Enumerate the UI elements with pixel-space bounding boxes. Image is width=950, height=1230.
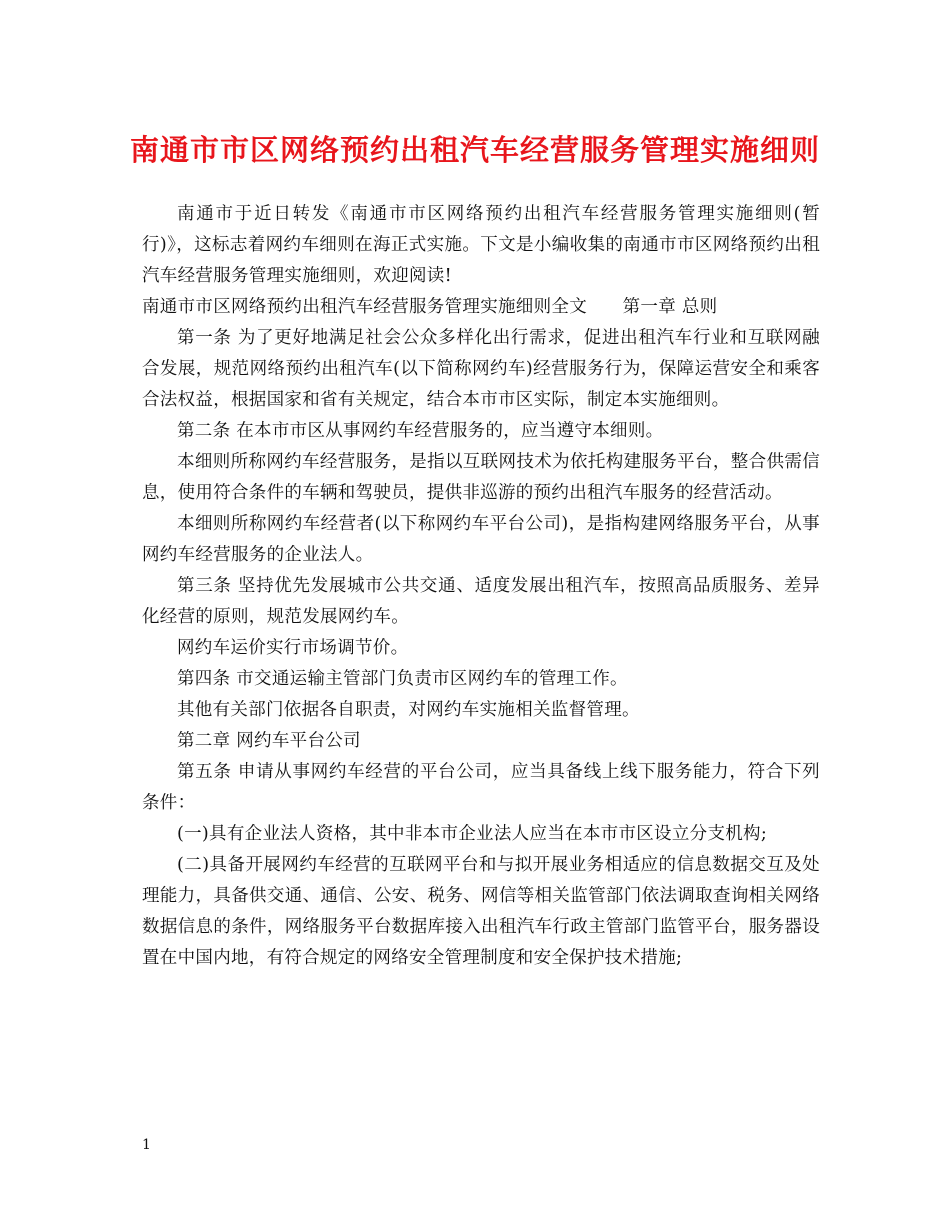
- paragraph-operator-definition: 本细则所称网约车经营者(以下称网约车平台公司)，是指构建网络服务平台，从事网约车经营服务的企业法人。: [142, 514, 820, 565]
- paragraph-condition-2: (二)具备开展网约车经营的互联网平台和与拟开展业务相适应的信息数据交互及处理能力，具备供交通、通信、公安、税务、网信等相关监管部门依法调取查询相关网络数据信息的条件，网络服务平台数据库接入出租汽车行政主管部门监管平台，服务器设置在中国内地，有符合规定的网络安全管理制度和安全保护技术措施;: [142, 855, 820, 968]
- document-title: 南通市市区网络预约出租汽车经营服务管理实施细则: [129, 133, 820, 167]
- paragraph-article-4: 第四条 市交通运输主管部门负责市区网约车的管理工作。: [177, 669, 628, 689]
- paragraph-article-1: 第一条 为了更好地满足社会公众多样化出行需求，促进出租汽车行业和互联网融合发展，规范网络预约出租汽车(以下简称网约车)经营服务行为，保障运营安全和乘客合法权益，根据国家和省有关规定，结合本市市区实际，制定本实施细则。: [142, 328, 820, 410]
- paragraph-article-5: 第五条 申请从事网约车经营的平台公司，应当具备线上线下服务能力，符合下列条件：: [142, 762, 820, 813]
- paragraph-article-2: 第二条 在本市市区从事网约车经营服务的，应当遵守本细则。: [177, 421, 664, 441]
- paragraph-chapter-heading: 南通市市区网络预约出租汽车经营服务管理实施细则全文 第一章 总则: [142, 297, 718, 317]
- page-number: 1: [142, 1137, 151, 1153]
- paragraph-service-definition: 本细则所称网约车经营服务，是指以互联网技术为依托构建服务平台，整合供需信息，使用符合条件的车辆和驾驶员，提供非巡游的预约出租汽车服务的经营活动。: [142, 452, 820, 503]
- paragraph-pricing: 网约车运价实行市场调节价。: [177, 638, 409, 658]
- paragraph-other-departments: 其他有关部门依据各自职责，对网约车实施相关监督管理。: [177, 700, 640, 720]
- paragraph-article-3: 第三条 坚持优先发展城市公共交通、适度发展出租汽车，按照高品质服务、差异化经营的原则，规范发展网约车。: [142, 576, 820, 627]
- paragraph-chapter-2-heading: 第二章 网约车平台公司: [177, 731, 361, 751]
- paragraph-intro: 南通市于近日转发《南通市市区网络预约出租汽车经营服务管理实施细则(暂行)》，这标志着网约车细则在海正式实施。下文是小编收集的南通市市区网络预约出租汽车经营服务管理实施细则，欢迎阅读!: [142, 204, 820, 286]
- document-body: [142, 199, 820, 974]
- paragraph-condition-1: (一)具有企业法人资格，其中非本市企业法人应当在本市市区设立分支机构;: [177, 824, 768, 844]
